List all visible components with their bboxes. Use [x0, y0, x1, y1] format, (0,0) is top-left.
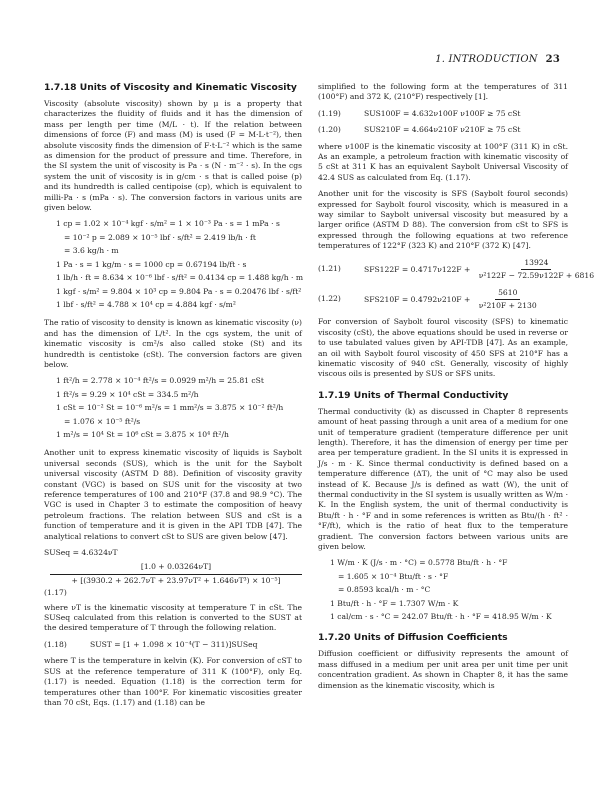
equation-1-22-lhs: SFS210F = 0.4792ν210F +	[364, 294, 471, 304]
kinematic-conversions	[56, 376, 302, 440]
conversion-line: 1 m²/s = 10⁴ St = 10⁶ cSt = 3.875 × 10⁴ ft²/h	[56, 429, 229, 439]
conversion-line: 1 lb/h · ft = 8.634 × 10⁻⁶ lbf · s/ft² = 0.4134 cp = 1.488 kg/h · m	[56, 273, 304, 283]
conversion-line: 1 Btu/ft · h · °F = 1.7307 W/m · K	[330, 598, 459, 608]
conversion-line: = 3.6 kg/h · m	[64, 246, 119, 256]
conversion-line: 1 ft²/h = 2.778 × 10⁻⁴ ft²/s = 0.0929 m²/h = 25.81 cSt	[56, 376, 264, 386]
equation-1-22-body	[364, 288, 568, 312]
conversion-line: = 1.076 × 10⁻⁵ ft²/s	[64, 416, 141, 426]
page-number: 23	[545, 54, 560, 65]
sfs-conversion-paragraph: For conversion of Saybolt fourol viscosity (SFS) to kinematic viscosity (cSt), the above equations should be used in reverse or to use tabulated values given by API-TDB [47]. As an example, an oil with Saybolt fourol viscosity of 450 SFS at 210°F has a kinematic viscosity of 940 cSt. Generally, viscosity of highly viscous oils is presented by SUS or SFS units.	[318, 317, 568, 379]
equation-1-20-body: SUS210F = 4.664ν210F ν210F ≥ 75 cSt	[364, 125, 521, 135]
left-column	[44, 82, 302, 714]
viscosity-conversions	[56, 219, 302, 310]
conversion-line: 1 cal/cm · s · °C = 242.07 Btu/ft · h · °F = 418.95 W/m · K	[330, 612, 552, 622]
conversion-line: 1 ft²/s = 9.29 × 10⁴ cSt = 334.5 m²/h	[56, 389, 199, 399]
kinematic-viscosity-paragraph: The ratio of viscosity to density is known as kinematic viscosity (ν) and has the dimension of L/t². In the cgs system, the unit of kinematic viscosity is cm²/s also called stoke (St) and its hundredth is centistoke (cSt). The conversion factors are given below.	[44, 318, 302, 369]
equation-1-20-label: (1.20)	[318, 125, 341, 135]
conversion-line: 1 cSt = 10⁻² St = 10⁻⁶ m²/s = 1 mm²/s = 3.875 × 10⁻² ft²/h	[56, 403, 284, 413]
conversion-line: 1 kgf · s/m² = 9.804 × 10³ cp = 9.804 Pa · s = 0.20476 lbf · s/ft²	[56, 286, 302, 296]
conversion-line: 1 cp = 1.02 × 10⁻⁴ kgf · s/m² = 1 × 10⁻³ Pa · s = 1 mPa · s	[56, 219, 280, 229]
viscosity-paragraph: Viscosity (absolute viscosity) shown by μ is a property that characterizes the fluidity of fluids and it has the dimension of mass per length per time (M/L · t). If the relation between dimensions of force (F) and mass (M) is used (F = M·L·t⁻²), then absolute viscosity finds the dimension of F·t·L⁻² which is the same as dimension for the product of pressure and time. Therefore, in the SI system the unit of viscosity is Pa · s (N · m⁻² · s). In the cgs system the unit of viscosity is in g/cm · s that is called poise (p) and its hundredth is called centipoise (cp), which is equivalent to milli-Pa · s (mPa · s). The conversion factors in various units are given below.	[44, 99, 302, 213]
equation-1-18-body: SUST = [1 + 1.098 × 10⁻⁴(T − 311)]SUSeq	[90, 639, 258, 649]
equation-1-21	[318, 257, 595, 282]
equation-1-21-body	[364, 258, 597, 282]
equation-1-21-fraction	[476, 258, 597, 282]
equation-1-19-body: SUS100F = 4.632ν100F ν100F ≥ 75 cSt	[364, 108, 521, 118]
right-column	[318, 82, 595, 697]
equation-1-19	[318, 109, 568, 119]
conversion-line: 1 Pa · s = 1 kg/m · s = 1000 cp = 0.67194 lb/ft · s	[56, 259, 247, 269]
equation-1-17-denominator: + [(3930.2 + 262.7νT + 23.97νT² + 1.646νT³) × 10⁻⁵]	[71, 575, 281, 585]
simplified-form-paragraph: simplified to the following form at the temperatures of 311 (100°F) and 372 K, (210°F) respectively [1].	[318, 82, 568, 102]
equation-1-17-lhs: SUSeq = 4.6324νT	[44, 548, 118, 558]
equation-1-19-label: (1.19)	[318, 108, 341, 118]
equation-1-18	[44, 640, 302, 650]
equation-1-17	[44, 548, 302, 599]
equation-1-22	[318, 288, 568, 312]
equation-1-22-denominator: ν²210F + 2130	[478, 300, 537, 310]
conversion-line: = 0.8593 kcal/h · m · °C	[338, 585, 431, 595]
thermal-conversions	[330, 558, 568, 622]
section-1-7-20-title: 1.7.20 Units of Diffusion Coefficients	[318, 632, 508, 644]
equation-1-22-fraction	[476, 288, 540, 312]
running-header	[435, 54, 560, 65]
sfs-paragraph: Another unit for the viscosity is SFS (Saybolt fourol seconds) expressed for Saybolt fourol viscosity, which is measured in a way similar to Saybolt universal viscosity but measured by a larger orifice (ASTM D 88). The conversion from cSt to SFS is expressed through the following equations at two reference temperatures of 122°F (323 K) and 210°F (372 K) [47].	[318, 189, 568, 251]
diffusion-paragraph: Diffusion coefficient or diffusivity represents the amount of mass diffused in a medium per unit area per unit time per unit concentration gradient. As shown in Chapter 8, it has the same dimension as the kinematic viscosity, which is	[318, 649, 568, 690]
equation-1-21-denominator: ν²122F − 72.59ν122F + 6816	[478, 271, 595, 281]
equation-1-17-label: (1.17)	[44, 588, 67, 598]
equation-1-17-fraction	[50, 562, 302, 586]
equation-1-21-numerator: 13924	[521, 258, 551, 270]
where-paragraph: where ν100F is the kinematic viscosity at 100°F (311 K) in cSt. As an example, a petroleum fraction with kinematic viscosity of 5 cSt at 311 K has an equivalent Saybolt Universal Viscosity of 42.4 SUS as calculated from Eq. (1.17).	[318, 141, 568, 182]
section-1-7-19-title: 1.7.19 Units of Thermal Conductivity	[318, 389, 509, 401]
equation-1-17-numerator: [1.0 + 0.03264νT]	[50, 562, 302, 574]
temperature-paragraph: where T is the temperature in kelvin (K). For conversion of cST to SUS at the reference temperature of 311 K (100°F), only Eq. (1.17) is needed. Equation (1.18) is the correction term for temperatures other than 100°F. For kinematic viscosities greater than 70 cSt, Eqs. (1.17) and (1.18) can be	[44, 656, 302, 707]
equation-1-21-lhs: SFS122F = 0.4717ν122F +	[364, 264, 471, 274]
equation-1-18-label: (1.18)	[44, 639, 67, 649]
conversion-line: = 10⁻² p = 2.089 × 10⁻⁵ lbf · s/ft² = 2.419 lb/h · ft	[64, 232, 256, 242]
sus-where-paragraph: where νT is the kinematic viscosity at temperature T in cSt. The SUSeq calculated from this relation is converted to the SUST at the desired temperature of T through the following relation.	[44, 602, 302, 633]
section-1-7-18-title: 1.7.18 Units of Viscosity and Kinematic Viscosity	[44, 82, 297, 93]
equation-1-21-label: (1.21)	[318, 264, 341, 274]
sus-paragraph: Another unit to express kinematic viscosity of liquids is Saybolt universal seconds (SUS), which is the unit for the Saybolt universal viscosity (ASTM D 88). Definition of viscosity gravity constant (VGC) is based on SUS unit for the viscosity at two reference temperatures of 100 and 210°F (37.8 and 98.9 °C). The VGC is used in Chapter 3 to estimate the composition of heavy petroleum fractions. The relation between SUS and cSt is a function of temperature and it is given in the API TDB [47]. The analytical relations to convert cSt to SUS are given below [47].	[44, 448, 302, 541]
running-title: 1. INTRODUCTION	[435, 54, 538, 65]
conversion-line: 1 W/m · K (J/s · m · °C) = 0.5778 Btu/ft · h · °F	[330, 558, 508, 568]
conversion-line: = 1.605 × 10⁻⁴ Btu/ft · s · °F	[338, 571, 449, 581]
equation-1-20	[318, 125, 568, 135]
thermal-conductivity-paragraph: Thermal conductivity (k) as discussed in Chapter 8 represents amount of heat passing through a unit area of a medium for one unit of temperature gradient (temperature difference per unit length). Therefore, it has the dimension of energy per time per area per temperature gradient. In the SI units it is expressed in J/s · m · K. Since thermal conductivity is defined based on a temperature difference (ΔT), the unit of °C may also be used instead of K. Because J/s is defined as watt (W), the unit of thermal conductivity in the SI system is usually written as W/m · K. In the English system, the unit of thermal conductivity is Btu/ft · h · °F and in some references is written as Btu/(h · ft² · °F/ft), which is the ratio of heat flux to the temperature gradient. The conversion factors between various units are given below.	[318, 406, 568, 552]
equation-1-22-numerator: 5610	[495, 288, 520, 300]
conversion-line: 1 lbf · s/ft² = 4.788 × 10⁴ cp = 4.884 kgf · s/m²	[56, 299, 236, 309]
equation-1-22-label: (1.22)	[318, 294, 341, 304]
